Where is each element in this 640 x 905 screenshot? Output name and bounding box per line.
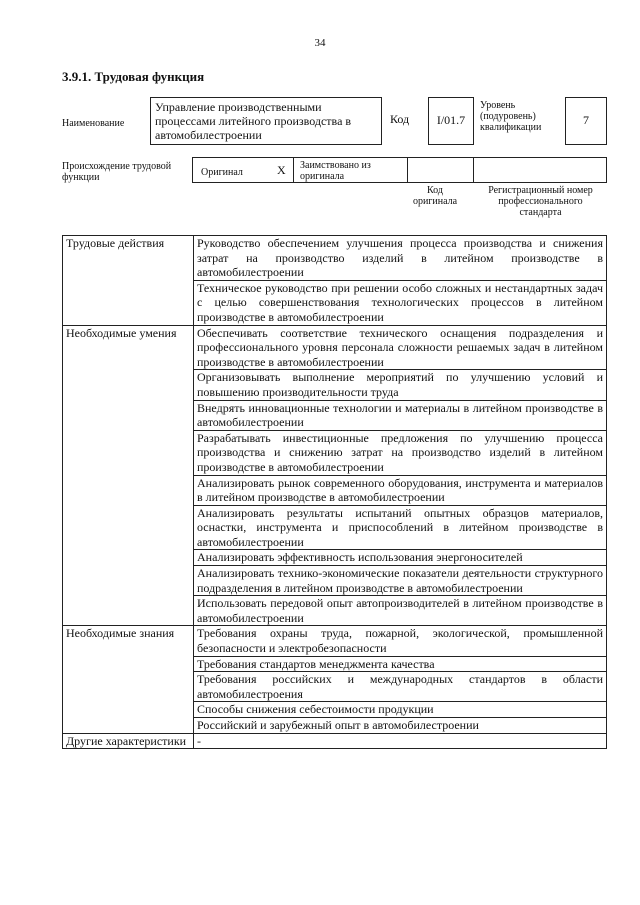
category-cell: Необходимые знания — [63, 626, 194, 733]
item-cell: Способы снижения себестоимости продукции — [194, 702, 607, 718]
page-number: 34 — [314, 37, 326, 49]
item-cell: - — [194, 733, 607, 749]
original-mark: X — [277, 163, 286, 177]
uroven-value-box — [565, 97, 607, 145]
kod-value-box — [428, 97, 474, 145]
kod-label: Код — [390, 112, 410, 126]
category-cell: Трудовые действия — [63, 236, 194, 326]
item-cell: Обеспечивать соответствие технического оснащения подразделения и профессионального уровня персонала сложности решаемых задач в литейном производстве в автомобилестроении — [194, 325, 607, 370]
item-cell: Требования охраны труда, пожарной, экологической, промышленной безопасности и электробезопасности — [194, 626, 607, 656]
item-cell: Анализировать эффективность использования энергоносителей — [194, 550, 607, 566]
item-cell: Анализировать технико-экономические показатели деятельности структурного подразделения в литейном производстве в автомобилестроении — [194, 566, 607, 596]
zaimstvovano-box — [293, 157, 408, 183]
kod-originala-caption: Код оригинала — [412, 185, 458, 207]
category-cell: Другие характеристики — [63, 733, 194, 749]
naimenovanie-label: Наименование — [62, 118, 125, 129]
original-box — [192, 157, 294, 183]
item-cell: Требования стандартов менеджмента качества — [194, 656, 607, 672]
original-label: Оригинал — [201, 167, 243, 178]
naimenovanie-value: Управление производственными процессами литейного производства в автомобилестроении — [155, 100, 352, 142]
kod-originala-box — [407, 157, 474, 183]
kod-value: I/01.7 — [436, 113, 466, 127]
item-cell: Анализировать результаты испытаний опытных образцов материалов, оснастки, инструмента и приспособлений в литейном производстве в автомобилестроении — [194, 505, 607, 550]
item-cell: Организовывать выполнение мероприятий по улучшению условий и повышению производительности труда — [194, 370, 607, 400]
function-table — [62, 235, 607, 749]
reg-nomer-caption: Регистрационный номер профессионального стандарта — [488, 185, 593, 218]
item-cell: Требования российских и международных стандартов в области автомобилестроения — [194, 672, 607, 702]
reg-nomer-box — [473, 157, 607, 183]
item-cell: Российский и зарубежный опыт в автомобилестроении — [194, 718, 607, 734]
category-cell: Необходимые умения — [63, 325, 194, 626]
naimenovanie-value-box — [150, 97, 382, 145]
table-row — [63, 325, 607, 370]
table-row — [63, 733, 607, 749]
table-row — [63, 236, 607, 281]
item-cell: Разрабатывать инвестиционные предложения по улучшению процесса производства и снижению затрат на производство изделий в литейном производстве в автомобилестроении — [194, 430, 607, 475]
section-heading: 3.9.1. Трудовая функция — [62, 69, 205, 84]
uroven-label: Уровень (подуровень) квалификации — [480, 100, 542, 133]
item-cell: Руководство обеспечением улучшения процесса производства и снижения затрат на производство изделий в литейном производстве в автомобилестроении — [194, 236, 607, 281]
zaimstvovano-label: Заимствовано из оригинала — [300, 160, 371, 182]
item-cell: Техническое руководство при решении особо сложных и нестандартных задач с целью совершенствования технологических процессов в литейном производстве в автомобилестроении — [194, 280, 607, 325]
proiskhozhdenie-label: Происхождение трудовой функции — [62, 161, 172, 183]
table-row — [63, 626, 607, 656]
uroven-value: 7 — [583, 113, 589, 127]
item-cell: Внедрять инновационные технологии и материалы в литейном производстве в автомобилестроении — [194, 400, 607, 430]
item-cell: Использовать передовой опыт автопроизводителей в литейном производстве в автомобилестроении — [194, 596, 607, 626]
item-cell: Анализировать рынок современного оборудования, инструмента и материалов в литейном производстве в автомобилестроении — [194, 475, 607, 505]
